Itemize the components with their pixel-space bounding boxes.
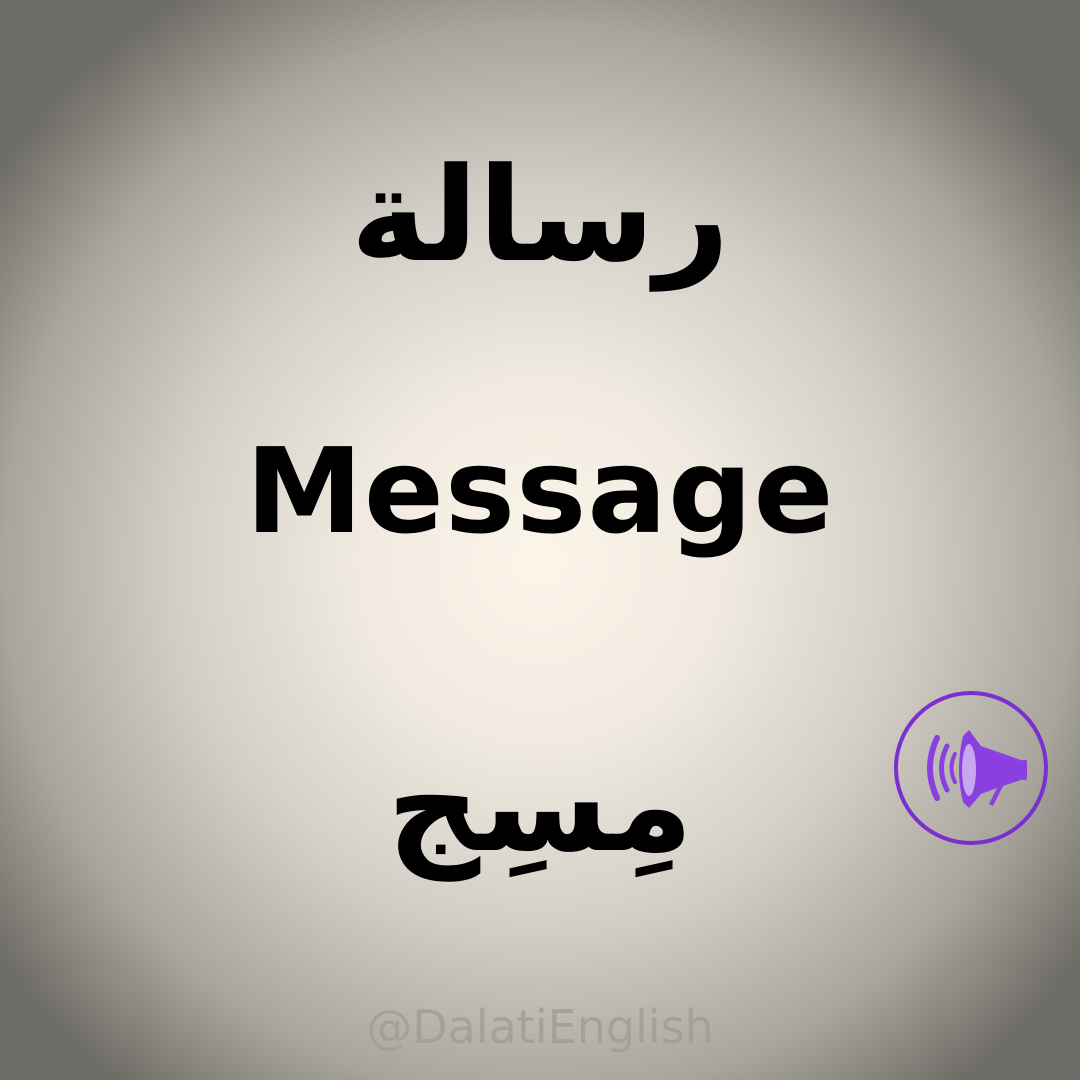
megaphone-icon	[930, 730, 1027, 808]
arabic-colloquial-word: مِسِج	[386, 729, 694, 881]
megaphone-badge[interactable]	[893, 690, 1049, 846]
arabic-word: رسالة	[350, 139, 730, 291]
author-handle: @DalatiEnglish	[366, 1000, 714, 1054]
english-word: Message	[245, 422, 835, 560]
